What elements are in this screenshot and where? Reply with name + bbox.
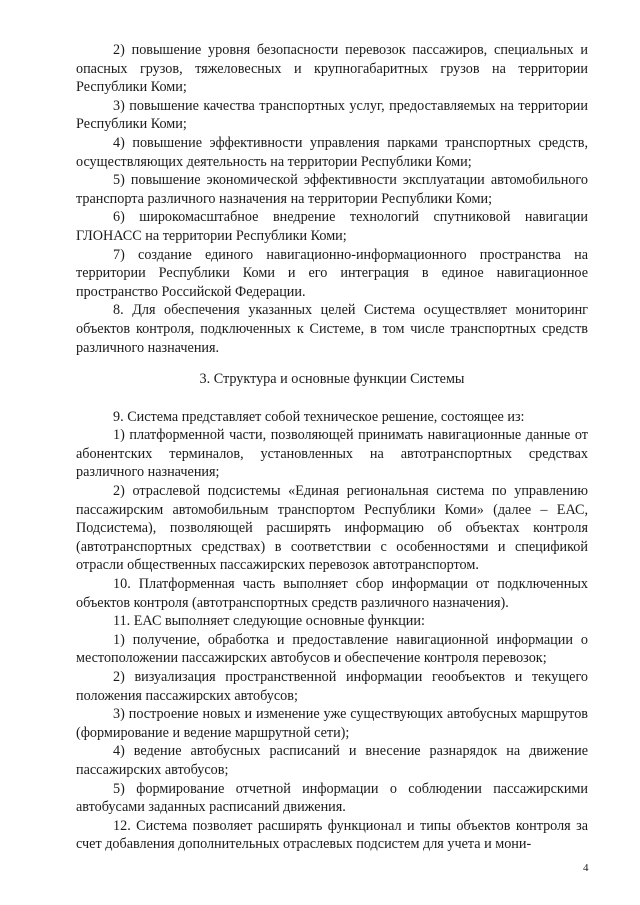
paragraph-item-8: 8. Для обеспечения указанных целей Система осуществляет мониторинг объектов контроля, подключенных к Системе, в том числе транспортных средств различного назначения.	[76, 302, 588, 356]
paragraph-item-9-1: 1) платформенной части, позволяющей принимать навигационные данные от абонентских терминалов, установленных на автотранспортных средствах различного назначения;	[76, 427, 588, 481]
paragraph-item-9-2: 2) отраслевой подсистемы «Единая региональная система по управлению пассажирским автомобильным транспортом Республики Коми» (далее – ЕАС, Подсистема), позволяющей расширять информацию об объектах контроля (автотранспортных средствах) в соответствии с особенностями и спецификой отрасли общественных пассажирских перевозок автотранспортом.	[76, 483, 588, 574]
paragraph-item-12: 12. Система позволяет расширять функционал и типы объектов контроля за счет добавления дополнительных отраслевых подсистем для учета и мони-	[76, 817, 588, 853]
section-heading: 3. Структура и основные функции Системы	[199, 371, 465, 388]
paragraph-goal-4: 4) повышение эффективности управления парками транспортных средств, осуществляющих деятельность на территории Республики Коми;	[76, 134, 588, 170]
paragraph-item-11-5: 5) формирование отчетной информации о соблюдении пассажирскими автобусами заданных расписаний движения.	[76, 780, 588, 816]
paragraph-item-10: 10. Платформенная часть выполняет сбор информации от подключенных объектов контроля (автотранспортных средств различного назначения).	[76, 576, 588, 611]
paragraph-item-11-1: 1) получение, обработка и предоставление навигационной информации о местоположении пассажирских автобусов и обеспечение контроля перевозок;	[76, 631, 588, 667]
paragraph-goal-2: 2) повышение уровня безопасности перевозок пассажиров, специальных и опасных грузов, тяжеловесных и крупногабаритных грузов на территории Республики Коми;	[76, 42, 588, 96]
paragraph-goal-7: 7) создание единого навигационно-информационного пространства на территории Республики Коми и его интеграция в единое навигационное пространство Российской Федерации.	[76, 246, 588, 300]
page-number: 4	[583, 862, 589, 874]
page-body	[76, 41, 588, 854]
paragraph-item-11-4: 4) ведение автобусных расписаний и внесение разнарядок на движение пассажирских автобусов;	[76, 743, 588, 778]
paragraph-goal-3: 3) повышение качества транспортных услуг, предоставляемых на территории Республики Коми;	[76, 97, 588, 133]
paragraph-item-11-3: 3) построение новых и изменение уже существующих автобусных маршрутов (формирование и ведение маршрутной сети);	[76, 706, 588, 741]
paragraph-item-11: 11. ЕАС выполняет следующие основные функции:	[113, 613, 425, 630]
paragraph-goal-6: 6) широкомасштабное внедрение технологий спутниковой навигации ГЛОНАСС на территории Республики Коми;	[76, 209, 588, 244]
paragraph-goal-5: 5) повышение экономической эффективности эксплуатации автомобильного транспорта различного назначения на территории Республики Коми;	[76, 172, 588, 207]
paragraph-item-9: 9. Система представляет собой техническое решение, состоящее из:	[113, 408, 525, 425]
paragraph-item-11-2: 2) визуализация пространственной информации геообъектов и текущего положения пассажирских автобусов;	[76, 669, 588, 704]
